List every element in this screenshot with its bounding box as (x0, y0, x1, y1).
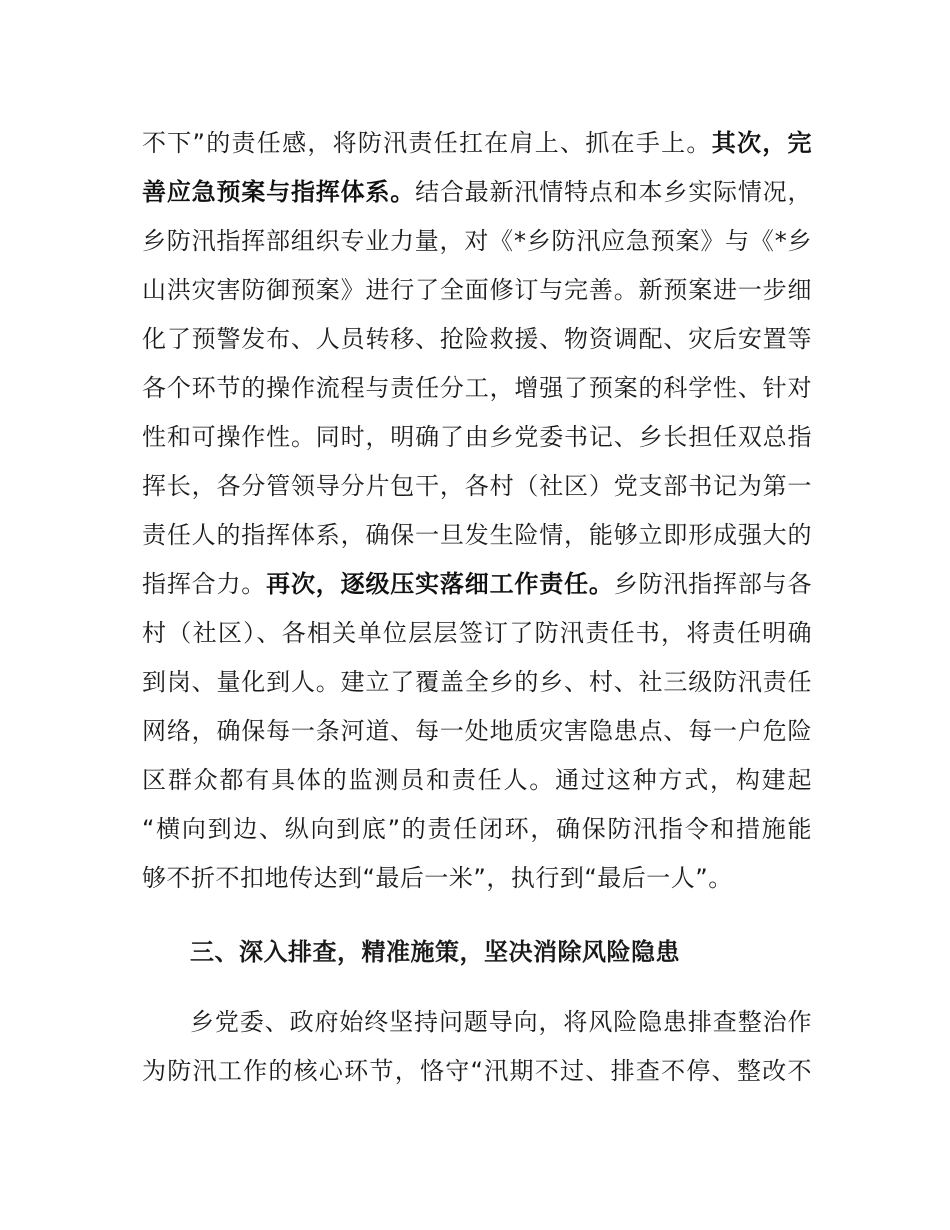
paragraph-line (142, 515, 812, 555)
text-run: 网络，确保每一条河道、每一处地质灾害隐患点、每一户危险 (142, 717, 812, 745)
paragraph-line (142, 858, 812, 898)
paragraph-line (142, 711, 812, 751)
paragraph-line (142, 1051, 812, 1091)
text-run: 挥长，各分管领导分片包干，各村（社区）党支部书记为第一 (142, 472, 812, 500)
paragraph-line (142, 809, 812, 849)
text-run: 性和可操作性。同时，明确了由乡党委书记、乡长担任双总指 (142, 423, 812, 451)
section-heading: 三、深入排查，精准施策，坚决消除风险隐患 (190, 938, 680, 966)
text-run: “横向到边、纵向到底”的责任闭环，确保防汛指令和措施能 (142, 815, 812, 843)
text-run: 各个环节的操作流程与责任分工，增强了预案的科学性、针对 (142, 374, 812, 402)
text-run: 乡防汛指挥部组织专业力量，对《*乡防汛应急预案》与《*乡 (142, 227, 812, 255)
paragraph-line (142, 613, 812, 653)
text-run: 到岗、量化到人。建立了覆盖全乡的乡、村、社三级防汛责任 (142, 668, 812, 696)
paragraph-line (142, 221, 812, 261)
text-run: 结合最新汛情特点和本乡实际情况， (415, 178, 813, 206)
bold-text-run: 再次，逐级压实落细工作责任。 (266, 570, 614, 598)
bold-text-run: 其次，完 (711, 129, 813, 157)
paragraph-line (142, 662, 812, 702)
text-run: 不下”的责任感，将防汛责任扛在肩上、抓在手上。 (142, 129, 712, 157)
paragraph-line (142, 760, 812, 800)
text-run: 乡党委、政府始终坚持问题导向，将风险隐患排查整治作 (190, 1008, 812, 1036)
text-run: 化了预警发布、人员转移、抢险救援、物资调配、灾后安置等 (142, 325, 812, 353)
paragraph-line (142, 319, 812, 359)
paragraph-line (142, 270, 812, 310)
text-run: 指挥合力。 (142, 570, 267, 598)
paragraph-line (142, 466, 812, 506)
paragraph-line (142, 564, 812, 604)
paragraph-line (142, 417, 812, 457)
paragraph-line (142, 368, 812, 408)
paragraph-line (142, 123, 812, 163)
text-run: 区群众都有具体的监测员和责任人。通过这种方式，构建起 (142, 766, 812, 794)
text-run: 责任人的指挥体系，确保一旦发生险情，能够立即形成强大的 (142, 521, 812, 549)
paragraph-line (142, 172, 812, 212)
text-run: 乡防汛指挥部与各 (613, 570, 813, 598)
text-run: 为防汛工作的核心环节，恪守“汛期不过、排查不停、整改不 (142, 1057, 812, 1085)
paragraph-line (190, 1002, 812, 1042)
text-run: 山洪灾害防御预案》进行了全面修订与完善。新预案进一步细 (142, 276, 812, 304)
text-run: 村（社区）、各相关单位层层签订了防汛责任书，将责任明确 (142, 619, 812, 647)
text-run: 够不折不扣地传达到“最后一米”，执行到“最后一人”。 (142, 864, 733, 892)
bold-text-run: 善应急预案与指挥体系。 (142, 178, 416, 206)
